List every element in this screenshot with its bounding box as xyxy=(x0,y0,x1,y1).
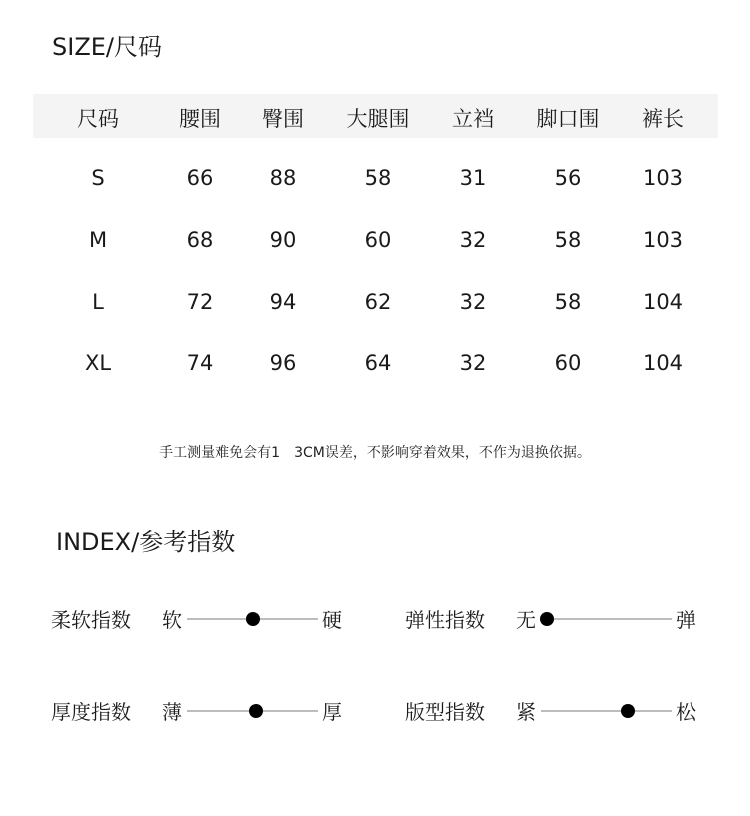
table-cell: 58 xyxy=(554,290,582,314)
header-cell-size: 尺码 xyxy=(77,107,119,131)
size-table-header xyxy=(33,94,718,138)
index-low-label: 紧 xyxy=(516,700,536,724)
table-row xyxy=(0,290,750,330)
table-row xyxy=(0,166,750,206)
table-cell: XL xyxy=(84,351,112,375)
index-item-thickness xyxy=(51,696,351,726)
index-high-label: 弹 xyxy=(676,608,696,632)
header-cell-leg-opening: 脚口围 xyxy=(536,107,600,131)
index-item-softness xyxy=(51,604,351,634)
index-high-label: 硬 xyxy=(322,608,342,632)
table-cell: 96 xyxy=(269,351,297,375)
index-label: 厚度指数 xyxy=(51,700,131,724)
table-cell: L xyxy=(92,290,104,314)
index-label: 弹性指数 xyxy=(405,608,485,632)
table-cell: 104 xyxy=(642,290,684,314)
table-cell: 94 xyxy=(269,290,297,314)
index-high-label: 厚 xyxy=(322,700,342,724)
index-low-label: 软 xyxy=(162,608,182,632)
table-cell: S xyxy=(91,166,105,190)
table-cell: 68 xyxy=(186,228,214,252)
table-cell: 88 xyxy=(269,166,297,190)
table-cell: 72 xyxy=(186,290,214,314)
header-cell-hip: 臀围 xyxy=(262,107,304,131)
header-cell-rise: 立裆 xyxy=(452,107,494,131)
header-cell-thigh: 大腿围 xyxy=(346,107,410,131)
measurement-note: 手工测量难免会有1 3CM误差，不影响穿着效果，不作为退换依据。 xyxy=(159,445,591,461)
index-item-fit xyxy=(405,696,705,726)
index-slider-knob xyxy=(249,704,263,718)
header-cell-length: 裤长 xyxy=(642,107,684,131)
table-cell: 58 xyxy=(554,228,582,252)
table-cell: 31 xyxy=(459,166,487,190)
index-title: INDEX/参考指数 xyxy=(56,528,236,556)
index-low-label: 薄 xyxy=(162,700,182,724)
index-low-label: 无 xyxy=(516,608,536,632)
table-cell: 74 xyxy=(186,351,214,375)
index-slider-knob xyxy=(246,612,260,626)
table-cell: 32 xyxy=(459,290,487,314)
table-cell: 62 xyxy=(364,290,392,314)
header-cell-waist: 腰围 xyxy=(179,107,221,131)
index-label: 版型指数 xyxy=(405,700,485,724)
table-cell: 90 xyxy=(269,228,297,252)
table-cell: 66 xyxy=(186,166,214,190)
table-cell: 104 xyxy=(642,351,684,375)
table-cell: 103 xyxy=(642,166,684,190)
index-slider-knob xyxy=(621,704,635,718)
table-cell: 56 xyxy=(554,166,582,190)
table-cell: 32 xyxy=(459,228,487,252)
index-item-elasticity xyxy=(405,604,705,634)
table-cell: 64 xyxy=(364,351,392,375)
table-cell: 60 xyxy=(554,351,582,375)
index-slider-track xyxy=(541,618,672,620)
table-cell: 60 xyxy=(364,228,392,252)
size-title: SIZE/尺码 xyxy=(52,33,163,61)
index-high-label: 松 xyxy=(676,700,696,724)
table-row xyxy=(0,351,750,391)
table-cell: 58 xyxy=(364,166,392,190)
table-row xyxy=(0,228,750,268)
table-cell: 32 xyxy=(459,351,487,375)
index-label: 柔软指数 xyxy=(51,608,131,632)
table-cell: 103 xyxy=(642,228,684,252)
table-cell: M xyxy=(88,228,108,252)
index-slider-knob xyxy=(540,612,554,626)
index-slider-track xyxy=(541,710,672,712)
